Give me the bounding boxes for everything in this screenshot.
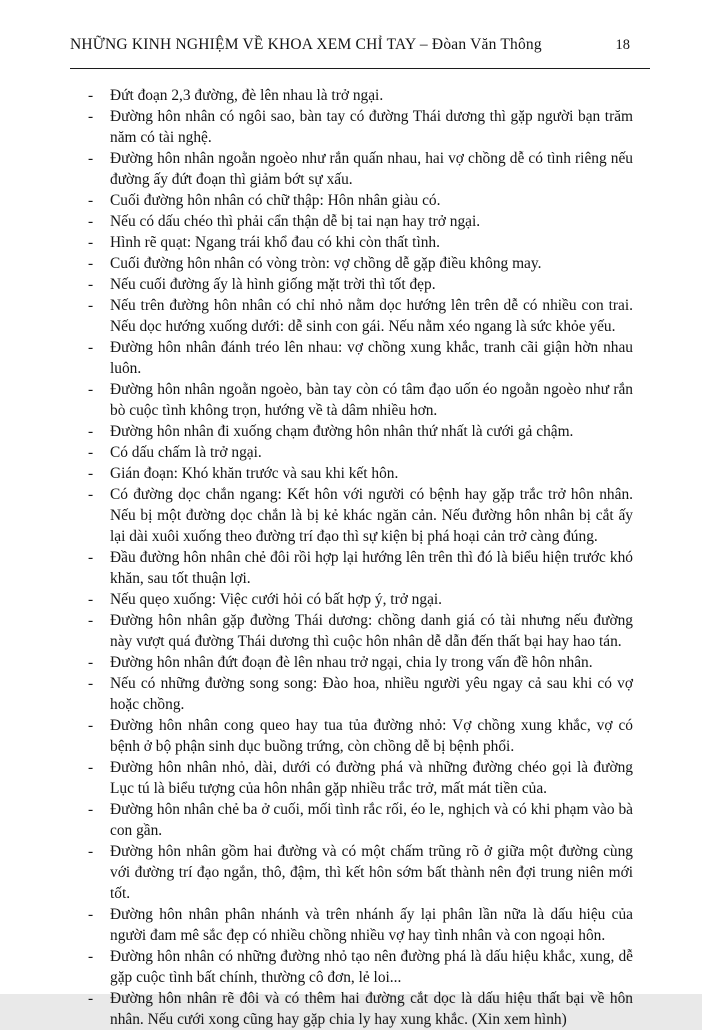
bullet-hyphen: - [88, 423, 94, 440]
list-item-text: Đường hôn nhân đi xuống chạm đường hôn nhân thứ nhất là cưới gả chậm. [110, 423, 574, 440]
list-item [88, 841, 633, 904]
list-item-text: Có đường dọc chắn ngang: Kết hôn với người có bệnh hay gặp trắc trở hôn nhân. Nếu bị một đường dọc chắn là bị kẻ khác ngăn cản. Nếu đường hôn nhân bị cắt ấy lại dài xuôi xuống theo đường trí đạo thì sự kiện bị phá hoại cản trở càng đúng. [110, 486, 633, 545]
list-item [88, 232, 633, 253]
bullet-hyphen: - [88, 654, 94, 671]
list-item-text: Đứt đoạn 2,3 đường, đè lên nhau là trở ngại. [110, 87, 384, 104]
list-item [88, 337, 633, 379]
list-item-text: Đường hôn nhân rẽ đôi và có thêm hai đường cắt dọc là dấu hiệu thất bại về hôn nhân. Nếu cưới xong cũng hay gặp chia ly hay xung khắc. (Xin xem hình) [110, 990, 633, 1028]
header-divider [70, 68, 650, 69]
bullet-hyphen: - [88, 381, 94, 398]
list-item [88, 547, 633, 589]
list-item-text: Đường hôn nhân nhỏ, dài, dưới có đường phá và những đường chéo gọi là đường Lục tú là biểu tượng của hôn nhân gặp nhiều trắc trở, mất mát tiền của. [110, 759, 633, 797]
list-item [88, 463, 633, 484]
list-item [88, 85, 633, 106]
list-item-text: Đường hôn nhân có những đường nhỏ tạo nên đường phá là dấu hiệu khắc, xung, dễ gặp cuộc tình bất chính, thường cô đơn, lẻ loi... [110, 948, 633, 986]
list-item-text: Hình rẽ quạt: Ngang trái khổ đau có khi còn thất tình. [110, 234, 440, 251]
bullet-hyphen: - [88, 465, 94, 482]
list-item [88, 589, 633, 610]
page-number: 18 [615, 37, 630, 53]
list-item [88, 421, 633, 442]
bullet-hyphen: - [88, 612, 94, 629]
list-item [88, 988, 633, 1030]
page-header [70, 36, 632, 54]
list-item [88, 904, 633, 946]
bullet-hyphen: - [88, 192, 94, 209]
list-item [88, 484, 633, 547]
list-item-text: Cuối đường hôn nhân có vòng tròn: vợ chồng dễ gặp điều không may. [110, 255, 542, 272]
bullet-hyphen: - [88, 591, 94, 608]
list-item [88, 379, 633, 421]
list-item-text: Nếu quẹo xuống: Việc cưới hỏi có bất hợp ý, trở ngại. [110, 591, 443, 608]
bullet-hyphen: - [88, 675, 94, 692]
list-item-text: Nếu trên đường hôn nhân có chỉ nhỏ nằm dọc hướng lên trên dễ có nhiều con trai. Nếu dọc hướng xuống dưới: dễ sinh con gái. Nếu nằm xéo ngang là sức khỏe yếu. [110, 297, 633, 335]
list-item [88, 106, 633, 148]
list-item-text: Đường hôn nhân có ngôi sao, bàn tay có đường Thái dương thì gặp người bạn trăm năm có tài nghệ. [110, 108, 633, 146]
bullet-hyphen: - [88, 234, 94, 251]
list-item [88, 253, 633, 274]
list-item [88, 715, 633, 757]
running-title: NHỮNG KINH NGHIỆM VỀ KHOA XEM CHỈ TAY – Đòan Văn Thông [70, 36, 542, 53]
list-item-text: Nếu cuối đường ấy là hình giống mặt trời thì tốt đẹp. [110, 276, 436, 293]
bullet-hyphen: - [88, 87, 94, 104]
bullet-hyphen: - [88, 948, 94, 965]
bullet-hyphen: - [88, 444, 94, 461]
bullet-hyphen: - [88, 906, 94, 923]
bullet-hyphen: - [88, 759, 94, 776]
bullet-hyphen: - [88, 990, 94, 1007]
bullet-hyphen: - [88, 843, 94, 860]
bullet-hyphen: - [88, 150, 94, 167]
list-item [88, 610, 633, 652]
list-item-text: Đường hôn nhân gồm hai đường và có một chấm trũng rõ ở giữa một đường cùng với đường trí đạo ngắn, thô, đậm, thì kết hôn sớm bất thành nên đợi trung niên mới tốt. [110, 843, 633, 902]
bullet-hyphen: - [88, 276, 94, 293]
list-item-text: Đầu đường hôn nhân chẻ đôi rồi hợp lại hướng lên trên thì đó là biểu hiện trước khó khăn, sau tốt thuận lợi. [110, 549, 633, 587]
list-item [88, 190, 633, 211]
list-item-text: Đường hôn nhân đứt đoạn đè lên nhau trở ngại, chia ly trong vấn đề hôn nhân. [110, 654, 593, 671]
list-item [88, 274, 633, 295]
list-item [88, 799, 633, 841]
list-item-text: Đường hôn nhân phân nhánh và trên nhánh ấy lại phân lần nữa là dấu hiệu của người đam mê sắc đẹp có nhiều chồng nhiều vợ hay tình nhân và con ngoại hôn. [110, 906, 633, 944]
bullet-hyphen: - [88, 486, 94, 503]
list-item [88, 211, 633, 232]
list-item-text: Cuối đường hôn nhân có chữ thập: Hôn nhân giàu có. [110, 192, 441, 209]
list-item [88, 148, 633, 190]
bullet-hyphen: - [88, 339, 94, 356]
list-item-text: Đường hôn nhân cong queo hay tua tủa đường nhỏ: Vợ chồng xung khắc, vợ có bệnh ở bộ phận sinh dục buồng trứng, còn chồng dễ bị bệnh phổi. [110, 717, 633, 755]
list-item [88, 442, 633, 463]
list-item [88, 652, 633, 673]
bullet-hyphen: - [88, 213, 94, 230]
list-item [88, 757, 633, 799]
list-item-text: Đường hôn nhân ngoằn ngoèo, bàn tay còn có tâm đạo uốn éo ngoằn ngoèo như rắn bò cuộc tình không trọn, hướng về tà dâm nhiều hơn. [110, 381, 633, 419]
list-item-text: Nếu có những đường song song: Đào hoa, nhiều người yêu ngay cả sau khi có vợ hoặc chồng. [110, 675, 633, 713]
bullet-list [88, 85, 633, 1030]
bullet-hyphen: - [88, 717, 94, 734]
list-item-text: Nếu có dấu chéo thì phải cẩn thận dễ bị tai nạn hay trở ngại. [110, 213, 481, 230]
bullet-hyphen: - [88, 255, 94, 272]
list-item-text: Đường hôn nhân ngoằn ngoèo như rắn quấn nhau, hai vợ chồng dễ có tình riêng nếu đường ấy đứt đoạn thì giảm bớt sự xấu. [110, 150, 633, 188]
list-item-text: Đường hôn nhân chẻ ba ở cuối, mối tình rắc rối, éo le, nghịch và có khi phạm vào bà con gần. [110, 801, 633, 839]
list-item-text: Có dấu chấm là trở ngại. [110, 444, 262, 461]
bullet-hyphen: - [88, 801, 94, 818]
bullet-hyphen: - [88, 108, 94, 125]
list-item [88, 673, 633, 715]
bullet-hyphen: - [88, 297, 94, 314]
bullet-hyphen: - [88, 549, 94, 566]
list-item-text: Đường hôn nhân gặp đường Thái dương: chồng danh giá có tài nhưng nếu đường này vượt quá đường Thái dương thì cuộc hôn nhân dễ dẫn đến thất bại hay hao tán. [110, 612, 633, 650]
list-item [88, 946, 633, 988]
list-item-text: Gián đoạn: Khó khăn trước và sau khi kết hôn. [110, 465, 399, 482]
list-item-text: Đường hôn nhân đánh tréo lên nhau: vợ chồng xung khắc, tranh cãi giận hờn nhau luôn. [110, 339, 633, 377]
list-item [88, 295, 633, 337]
